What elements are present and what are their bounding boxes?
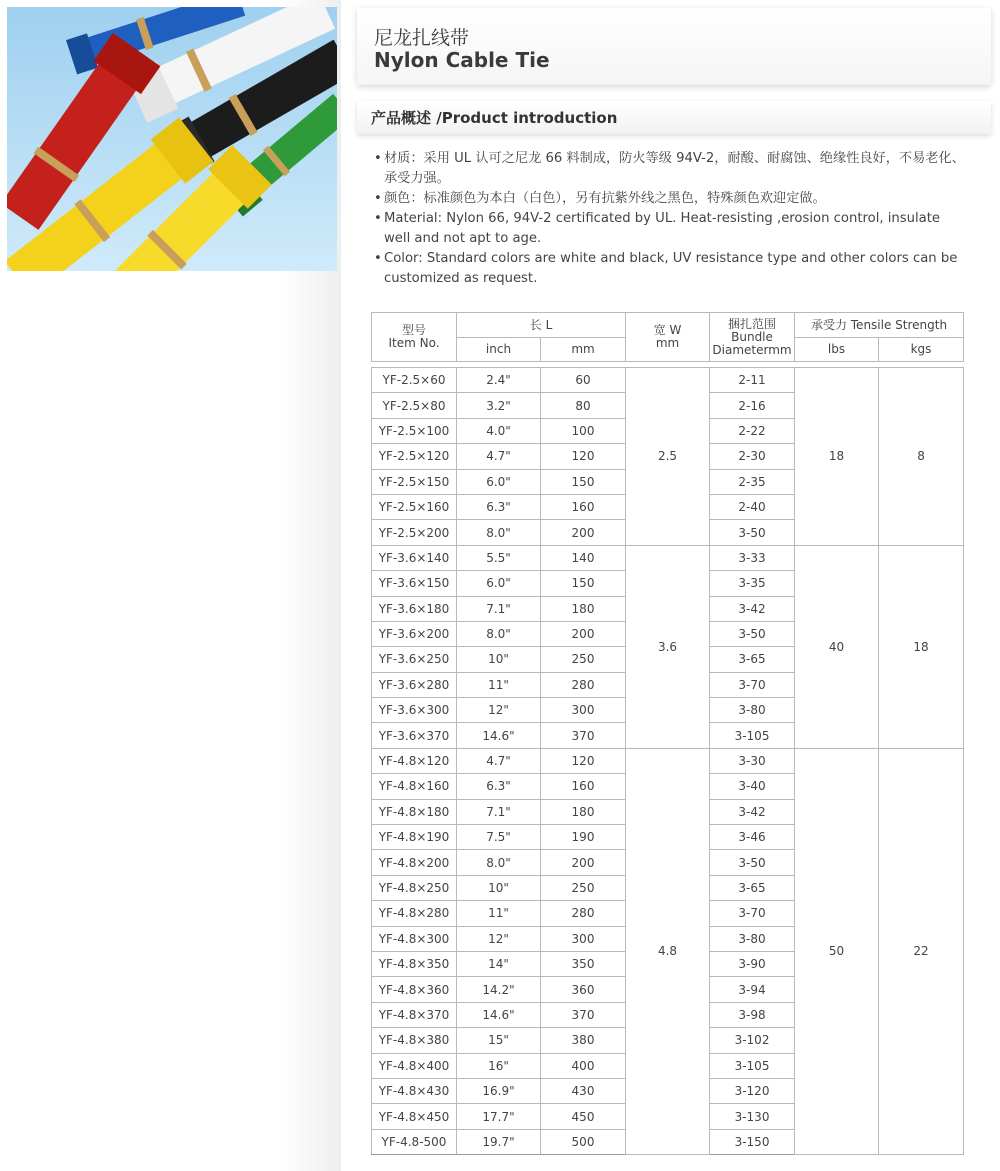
cell-mm: 180: [541, 799, 626, 824]
cell-inch: 4.7": [457, 444, 541, 469]
cell-inch: 14.2": [457, 977, 541, 1002]
cell-item: YF-3.6×150: [372, 571, 457, 596]
cell-mm: 140: [541, 545, 626, 570]
cell-mm: 200: [541, 520, 626, 545]
section-title: 产品概述 /Product introduction: [371, 109, 618, 127]
cell-mm: 200: [541, 850, 626, 875]
header-mm: mm: [541, 338, 626, 362]
cell-inch: 12": [457, 926, 541, 951]
cell-bundle: 3-94: [710, 977, 795, 1002]
cell-inch: 6.0": [457, 571, 541, 596]
cell-item: YF-4.8×120: [372, 748, 457, 773]
cell-mm: 200: [541, 621, 626, 646]
table-row: [372, 748, 964, 773]
cell-item: YF-4.8×380: [372, 1028, 457, 1053]
cell-mm: 190: [541, 825, 626, 850]
cell-item: YF-3.6×300: [372, 698, 457, 723]
cell-bundle: 3-90: [710, 951, 795, 976]
cell-lbs: 18: [795, 368, 879, 546]
cell-inch: 14.6": [457, 1002, 541, 1027]
cell-bundle: 2-16: [710, 393, 795, 418]
cell-bundle: 3-30: [710, 748, 795, 773]
cell-mm: 120: [541, 444, 626, 469]
cell-mm: 370: [541, 723, 626, 748]
cell-mm: 80: [541, 393, 626, 418]
cell-bundle: 3-80: [710, 926, 795, 951]
intro-item: • Material: Nylon 66, 94V-2 certificated by UL. Heat-resisting ,erosion control, insulate well and not apt to age.: [374, 209, 966, 249]
header-item-cn: 型号: [401, 323, 426, 337]
cell-bundle: 2-30: [710, 444, 795, 469]
cell-mm: 380: [541, 1028, 626, 1053]
cell-inch: 15": [457, 1028, 541, 1053]
spec-table: [371, 312, 964, 1155]
cell-inch: 16": [457, 1053, 541, 1078]
cell-inch: 7.1": [457, 596, 541, 621]
section-header: [357, 101, 991, 134]
cell-kgs: 18: [879, 545, 964, 748]
cell-bundle: 3-42: [710, 596, 795, 621]
cell-item: YF-4.8×280: [372, 901, 457, 926]
header-lbs: lbs: [795, 338, 879, 362]
cell-inch: 5.5": [457, 545, 541, 570]
cell-item: YF-4.8-500: [372, 1129, 457, 1154]
cell-item: YF-4.8×450: [372, 1104, 457, 1129]
header-width-unit: mm: [655, 336, 680, 350]
cell-inch: 2.4": [457, 368, 541, 393]
header-bundle: [710, 313, 795, 362]
cell-mm: 150: [541, 571, 626, 596]
cell-mm: 250: [541, 875, 626, 900]
cell-bundle: 3-50: [710, 850, 795, 875]
intro-item: • 材质：采用 UL 认可之尼龙 66 料制成，防火等级 94V-2，耐酸、耐腐蚀、绝缘性良好，不易老化、承受力强。: [374, 149, 966, 189]
cell-item: YF-4.8×250: [372, 875, 457, 900]
cell-inch: 17.7": [457, 1104, 541, 1129]
cell-bundle: 3-98: [710, 1002, 795, 1027]
cell-item: YF-2.5×120: [372, 444, 457, 469]
header-tensile: 承受力 Tensile Strength: [795, 313, 964, 338]
cell-mm: 400: [541, 1053, 626, 1078]
cell-inch: 8.0": [457, 621, 541, 646]
cell-item: YF-3.6×200: [372, 621, 457, 646]
cell-bundle: 3-70: [710, 672, 795, 697]
cell-bundle: 3-130: [710, 1104, 795, 1129]
header-bundle-en1: Bundle: [731, 329, 773, 344]
cell-width: 2.5: [626, 368, 710, 546]
cell-item: YF-2.5×100: [372, 418, 457, 443]
cell-bundle: 2-22: [710, 418, 795, 443]
cell-bundle: 3-150: [710, 1129, 795, 1154]
title-english: Nylon Cable Tie: [374, 48, 550, 72]
cell-item: YF-3.6×280: [372, 672, 457, 697]
header-item: [372, 313, 457, 362]
cell-mm: 370: [541, 1002, 626, 1027]
cell-mm: 430: [541, 1078, 626, 1103]
cell-inch: 3.2": [457, 393, 541, 418]
cell-bundle: 2-35: [710, 469, 795, 494]
cell-item: YF-2.5×160: [372, 494, 457, 519]
cell-bundle: 3-50: [710, 621, 795, 646]
cell-item: YF-4.8×370: [372, 1002, 457, 1027]
cell-kgs: 22: [879, 748, 964, 1154]
cell-bundle: 3-35: [710, 571, 795, 596]
cell-width: 4.8: [626, 748, 710, 1154]
cell-inch: 11": [457, 901, 541, 926]
cell-bundle: 3-33: [710, 545, 795, 570]
cell-mm: 280: [541, 672, 626, 697]
cell-item: YF-2.5×60: [372, 368, 457, 393]
cell-item: YF-4.8×190: [372, 825, 457, 850]
cell-item: YF-4.8×400: [372, 1053, 457, 1078]
left-panel: [0, 0, 341, 1171]
header-kgs: kgs: [879, 338, 964, 362]
title-card: [357, 8, 991, 85]
cell-item: YF-4.8×430: [372, 1078, 457, 1103]
cell-inch: 10": [457, 875, 541, 900]
cell-inch: 19.7": [457, 1129, 541, 1154]
cell-bundle: 3-70: [710, 901, 795, 926]
cell-bundle: 3-105: [710, 1053, 795, 1078]
cell-inch: 6.3": [457, 774, 541, 799]
cell-bundle: 2-11: [710, 368, 795, 393]
header-item-en: Item No.: [388, 336, 440, 350]
cell-bundle: 3-80: [710, 698, 795, 723]
cell-mm: 160: [541, 774, 626, 799]
cell-inch: 11": [457, 672, 541, 697]
cell-bundle: 3-50: [710, 520, 795, 545]
cell-inch: 8.0": [457, 850, 541, 875]
cell-item: YF-4.8×160: [372, 774, 457, 799]
cell-kgs: 8: [879, 368, 964, 546]
cell-inch: 8.0": [457, 520, 541, 545]
cell-inch: 14.6": [457, 723, 541, 748]
cell-mm: 160: [541, 494, 626, 519]
cell-inch: 12": [457, 698, 541, 723]
cell-inch: 16.9": [457, 1078, 541, 1103]
cell-mm: 280: [541, 901, 626, 926]
intro-item: • Color: Standard colors are white and black, UV resistance type and other colors can be customized as request.: [374, 249, 966, 289]
cell-bundle: 2-40: [710, 494, 795, 519]
product-photo: [7, 7, 337, 271]
cell-mm: 300: [541, 926, 626, 951]
cell-mm: 350: [541, 951, 626, 976]
cell-inch: 6.3": [457, 494, 541, 519]
cell-bundle: 3-46: [710, 825, 795, 850]
cell-mm: 60: [541, 368, 626, 393]
cell-mm: 500: [541, 1129, 626, 1154]
header-bundle-en2: Diametermm: [712, 342, 792, 357]
cell-inch: 7.5": [457, 825, 541, 850]
cell-bundle: 3-120: [710, 1078, 795, 1103]
header-width-cn: 宽 W: [653, 323, 682, 337]
cell-inch: 6.0": [457, 469, 541, 494]
spec-table-body: [372, 362, 964, 1155]
table-row: [372, 545, 964, 570]
cell-item: YF-3.6×140: [372, 545, 457, 570]
cell-item: YF-3.6×180: [372, 596, 457, 621]
cell-item: YF-3.6×250: [372, 647, 457, 672]
cell-mm: 360: [541, 977, 626, 1002]
cell-lbs: 50: [795, 748, 879, 1154]
cell-mm: 120: [541, 748, 626, 773]
cell-inch: 14": [457, 951, 541, 976]
header-inch: inch: [457, 338, 541, 362]
cell-width: 3.6: [626, 545, 710, 748]
cell-bundle: 3-40: [710, 774, 795, 799]
header-length: 长 L: [457, 313, 626, 338]
cell-mm: 300: [541, 698, 626, 723]
title-chinese: 尼龙扎线带: [374, 27, 470, 49]
cell-bundle: 3-65: [710, 647, 795, 672]
intro-item: • 颜色：标准颜色为本白（白色），另有抗紫外线之黑色，特殊颜色欢迎定做。: [374, 189, 966, 209]
header-width: [626, 313, 710, 362]
cell-item: YF-4.8×350: [372, 951, 457, 976]
cell-bundle: 3-102: [710, 1028, 795, 1053]
cell-inch: 4.0": [457, 418, 541, 443]
cell-inch: 7.1": [457, 799, 541, 824]
table-row: [372, 368, 964, 393]
cell-inch: 4.7": [457, 748, 541, 773]
cell-bundle: 3-42: [710, 799, 795, 824]
cell-item: YF-3.6×370: [372, 723, 457, 748]
cell-item: YF-4.8×200: [372, 850, 457, 875]
header-bundle-cn: 捆扎范围: [728, 316, 777, 331]
cell-mm: 450: [541, 1104, 626, 1129]
intro-list: [374, 149, 966, 289]
cable-ties-image: [7, 7, 337, 271]
cell-lbs: 40: [795, 545, 879, 748]
cell-mm: 100: [541, 418, 626, 443]
cell-item: YF-2.5×150: [372, 469, 457, 494]
cell-item: YF-4.8×360: [372, 977, 457, 1002]
cell-item: YF-4.8×300: [372, 926, 457, 951]
cell-mm: 250: [541, 647, 626, 672]
cell-bundle: 3-65: [710, 875, 795, 900]
cell-mm: 180: [541, 596, 626, 621]
cell-item: YF-4.8×180: [372, 799, 457, 824]
cell-item: YF-2.5×80: [372, 393, 457, 418]
cell-bundle: 3-105: [710, 723, 795, 748]
cell-item: YF-2.5×200: [372, 520, 457, 545]
cell-inch: 10": [457, 647, 541, 672]
cell-mm: 150: [541, 469, 626, 494]
